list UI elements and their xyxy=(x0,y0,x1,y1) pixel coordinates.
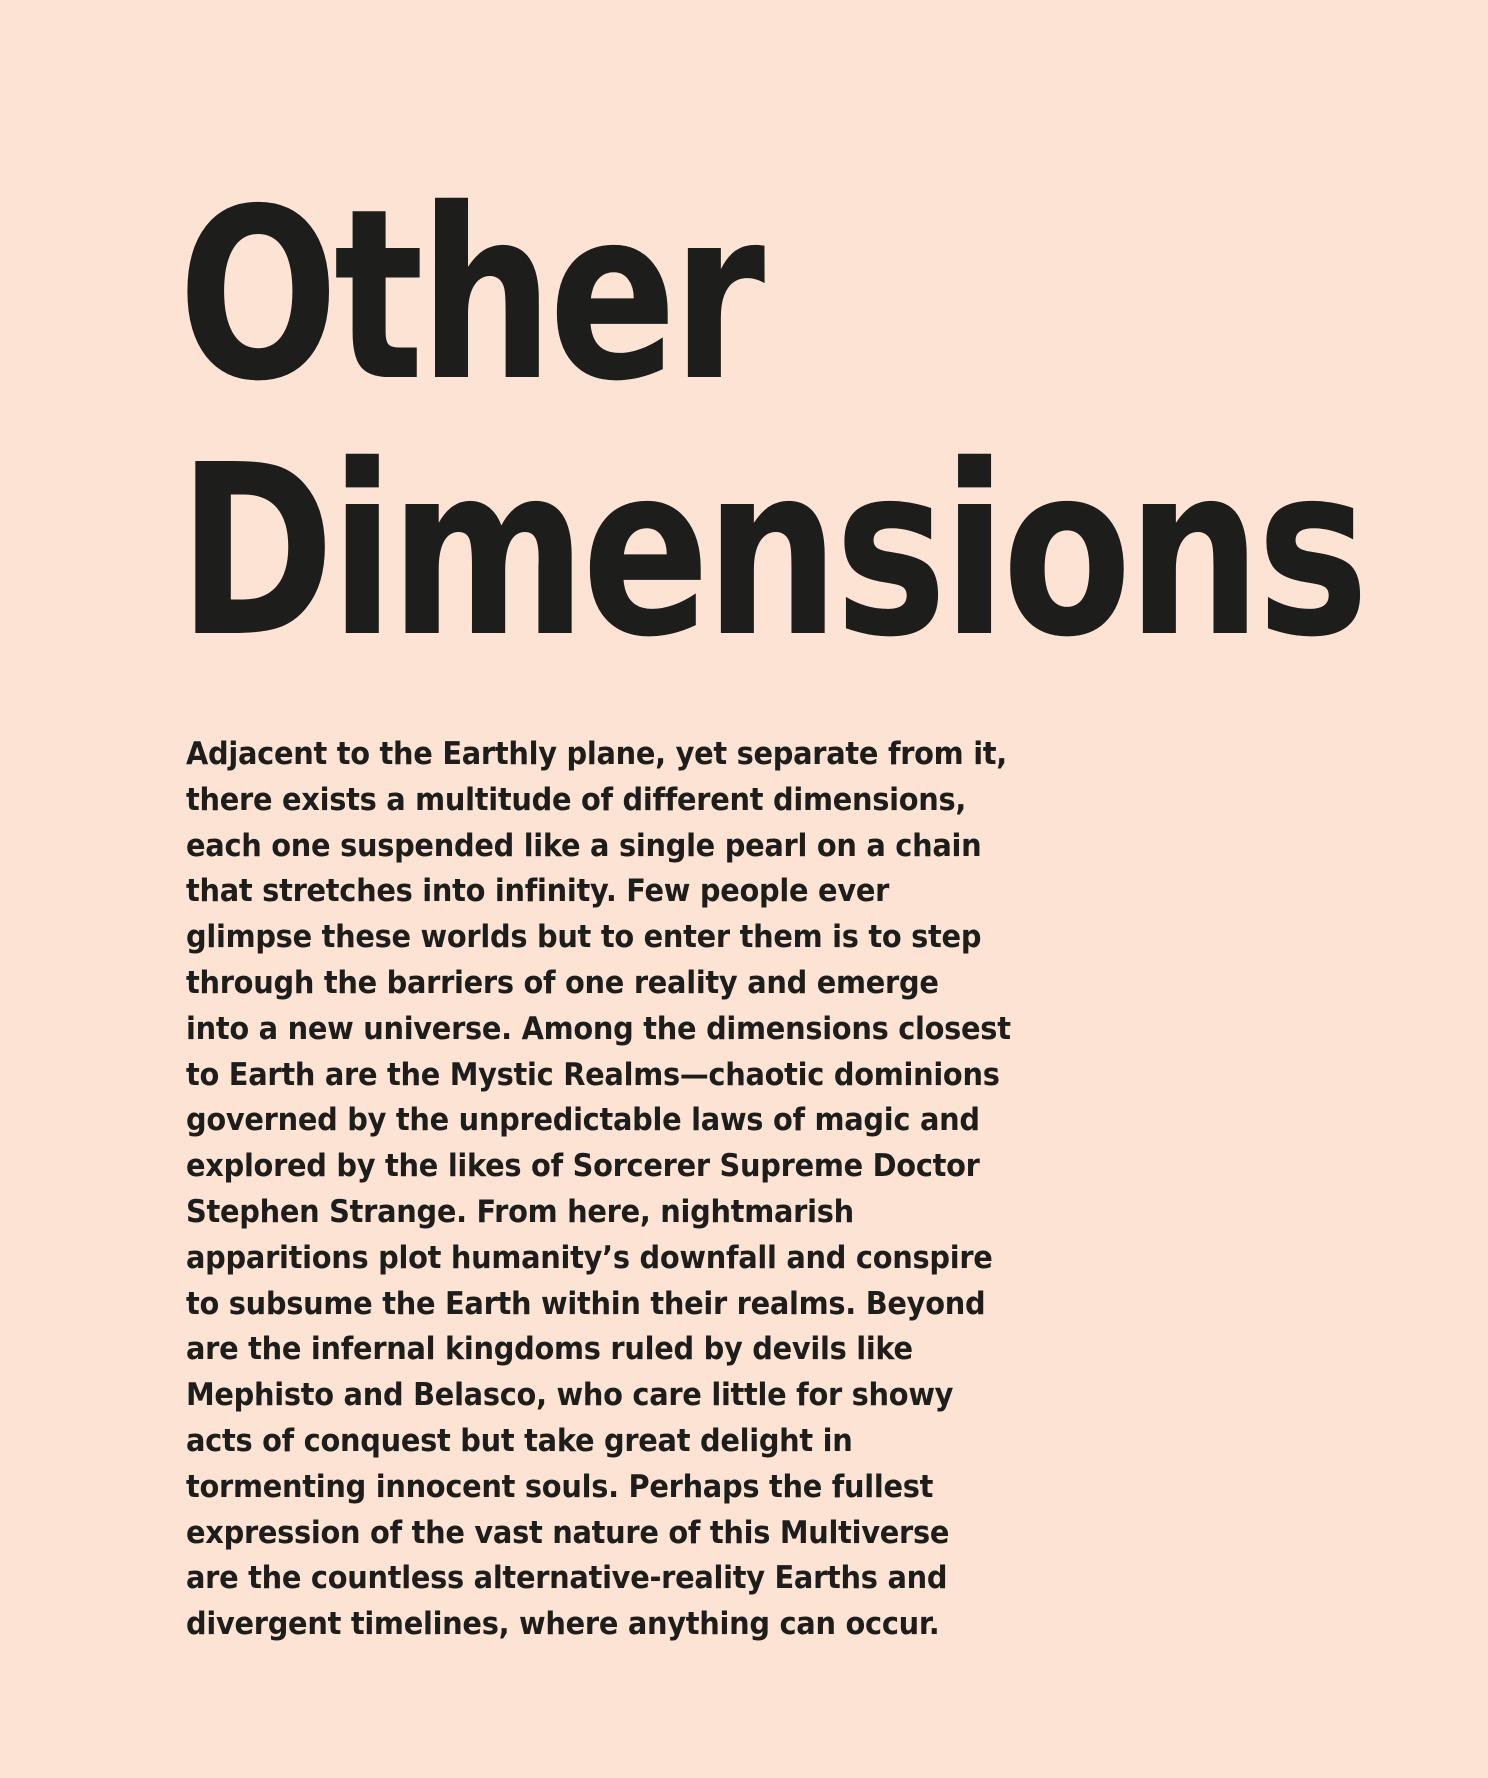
body-line: expression of the vast nature of this Multiverse xyxy=(186,1514,950,1551)
body-line: that stretches into infinity. Few people ever xyxy=(186,873,890,910)
body-line: divergent timelines, where anything can occur. xyxy=(186,1606,940,1643)
body-line: are the infernal kingdoms ruled by devils like xyxy=(186,1331,913,1368)
body-line: governed by the unpredictable laws of magic and xyxy=(186,1102,980,1139)
body-line: Mephisto and Belasco, who care little for showy xyxy=(186,1377,954,1414)
body-line: to Earth are the Mystic Realms—chaotic dominions xyxy=(186,1056,1000,1093)
body-line: into a new universe. Among the dimensions closest xyxy=(186,1010,1011,1047)
body-line: tormenting innocent souls. Perhaps the fullest xyxy=(186,1468,934,1505)
body-line: are the countless alternative-reality Earths and xyxy=(186,1560,948,1597)
body-line: glimpse these worlds but to enter them is to step xyxy=(186,919,982,956)
body-line: Adjacent to the Earthly plane, yet separate from it, xyxy=(186,736,1007,772)
body-line: each one suspended like a single pearl on a chain xyxy=(186,827,982,864)
page-title xyxy=(178,158,1365,689)
title-line-2: Dimensions xyxy=(178,414,1365,689)
body-line: there exists a multitude of different dimensions, xyxy=(186,781,967,818)
body-line: acts of conquest but take great delight in xyxy=(186,1422,853,1459)
body-paragraph xyxy=(186,732,1011,1648)
body-line: to subsume the Earth within their realms. Beyond xyxy=(186,1285,986,1322)
body-line: explored by the likes of Sorcerer Supreme Doctor xyxy=(186,1148,980,1185)
body-line: apparitions plot humanity’s downfall and conspire xyxy=(186,1239,993,1276)
body-line: through the barriers of one reality and emerge xyxy=(186,964,939,1001)
body-line: Stephen Strange. From here, nightmarish xyxy=(186,1193,854,1230)
title-line-1: Other xyxy=(178,158,761,433)
